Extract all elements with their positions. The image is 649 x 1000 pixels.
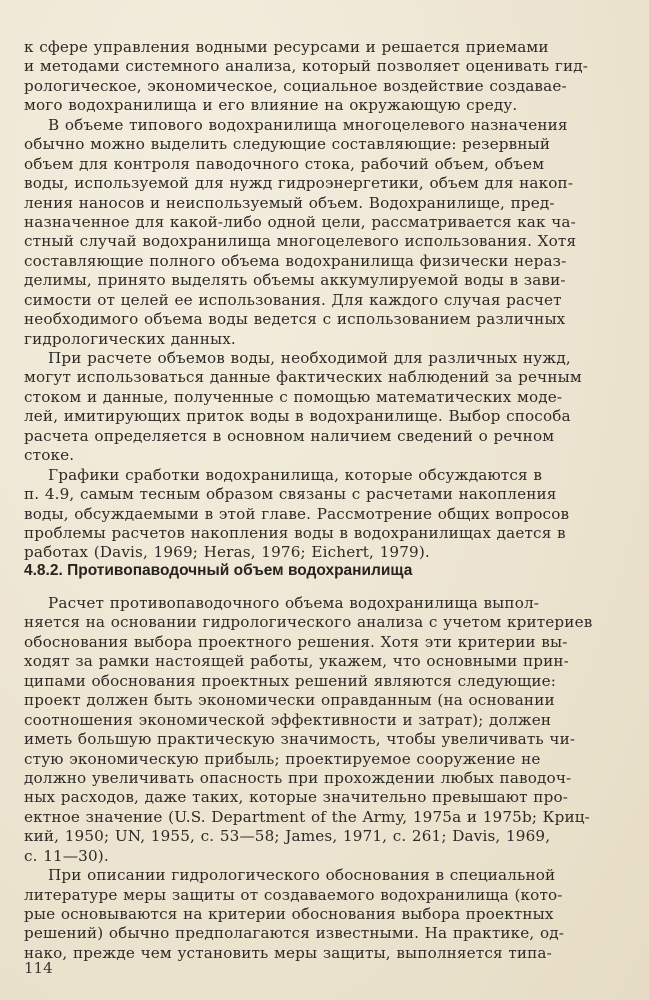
text-line: рологическое, экономическое, социальное воздействие создавае- (24, 76, 567, 95)
text-line: мого водохранилища и его влияние на окружающую среду. (24, 96, 518, 115)
text-line: с. 11—30). (24, 846, 109, 865)
text-line: При расчете объемов воды, необходимой для различных нужд, (48, 349, 571, 367)
text-line: иметь большую практическую значимость, чтобы увеличивать чи- (24, 730, 576, 749)
paragraph-4 (24, 466, 600, 563)
text-line: проблемы расчетов накопления воды в водохранилищах дается в (24, 523, 566, 542)
text-line: Расчет противопаводочного объема водохранилища выпол- (48, 594, 540, 612)
text-line: кий, 1950; UN, 1955, с. 53—58; James, 1971, с. 261; Davis, 1969, (24, 827, 551, 846)
text-line: стоке. (24, 446, 75, 465)
text-line: обоснования выбора проектного решения. Хотя эти критерии вы- (24, 632, 568, 651)
text-line: обычно можно выделить следующие составляющие: резервный (24, 135, 551, 154)
paragraph-1 (24, 38, 600, 116)
text-line: ектное значение (U.S. Department of the Army, 1975a и 1975b; Криц- (24, 807, 590, 826)
text-line: В объеме типового водохранилища многоцелевого назначения (48, 115, 568, 134)
text-line: стую экономическую прибыль; проектируемое сооружение не (24, 749, 541, 768)
text-line: рые основываются на критерии обоснования выбора проектных (24, 905, 554, 923)
text-section-lower (24, 594, 600, 963)
text-line: делимы, принято выделять объемы аккумулируемой воды в зави- (24, 271, 566, 290)
text-line: стоком и данные, полученные с помощью математических моде- (24, 387, 563, 406)
text-line: воды, используемой для нужд гидроэнергетики, объем для накоп- (24, 174, 574, 193)
text-line: назначенное для какой-либо одной цели, рассматривается как ча- (24, 212, 576, 231)
text-line: симости от целей ее использования. Для каждого случая расчет (24, 290, 562, 309)
text-line: ходят за рамки настоящей работы, укажем, что основными прин- (24, 652, 569, 671)
text-line: могут использоваться данные фактических наблюдений за речным (24, 368, 582, 387)
text-line: должно увеличивать опасность при прохождении любых паводоч- (24, 768, 572, 787)
text-line: и методами системного анализа, который позволяет оценивать гид- (24, 57, 589, 76)
text-line: п. 4.9, самым тесным образом связаны с расчетами накопления (24, 485, 557, 504)
text-line: лей, имитирующих приток воды в водохранилище. Выбор способа (24, 407, 571, 426)
text-line: объем для контроля паводочного стока, рабочий объем, объем (24, 154, 545, 173)
paragraph-5 (24, 594, 600, 866)
text-line: расчета определяется в основном наличием сведений о речном (24, 426, 555, 445)
text-line: Графики сработки водохранилища, которые обсуждаются в (48, 465, 543, 484)
text-line: соотношения экономической эффективности и затрат); должен (24, 710, 552, 729)
text-line: необходимого объема воды ведется с использованием различных (24, 310, 566, 329)
text-line: стный случай водохранилища многоцелевого использования. Хотя (24, 232, 577, 251)
text-line: ципами обоснования проектных решений являются следующие: (24, 671, 557, 690)
text-line: проект должен быть экономически оправданным (на основании (24, 691, 555, 710)
section-heading: 4.8.2. Противопаводочный объем водохранилища (24, 562, 413, 579)
text-line: воды, обсуждаемыми в этой главе. Рассмотрение общих вопросов (24, 504, 570, 523)
paragraph-2 (24, 116, 600, 349)
paragraph-6 (24, 866, 600, 963)
page-number: 114 (24, 959, 53, 977)
text-line: к сфере управления водными ресурсами и решается приемами (24, 38, 549, 56)
text-line: ления наносов и неиспользуемый объем. Водохранилище, пред- (24, 193, 555, 212)
text-line: решений) обычно предполагаются известными. На практике, од- (24, 924, 565, 943)
text-line: гидрологических данных. (24, 329, 236, 348)
text-line: литературе меры защиты от создаваемого водохранилища (кото- (24, 885, 563, 904)
text-line: При описании гидрологического обоснования в специальной (48, 866, 556, 885)
text-line: ных расходов, даже таких, которые значительно превышают про- (24, 788, 569, 807)
text-line: няется на основании гидрологического анализа с учетом критериев (24, 613, 593, 632)
text-line: нако, прежде чем установить меры защиты, выполняется типа- (24, 943, 552, 962)
text-line: составляющие полного объема водохранилища физически нераз- (24, 251, 567, 270)
paragraph-3 (24, 349, 600, 466)
text-line: работах (Davis, 1969; Heras, 1976; Eichert, 1979). (24, 543, 430, 562)
text-section-upper (24, 38, 600, 563)
